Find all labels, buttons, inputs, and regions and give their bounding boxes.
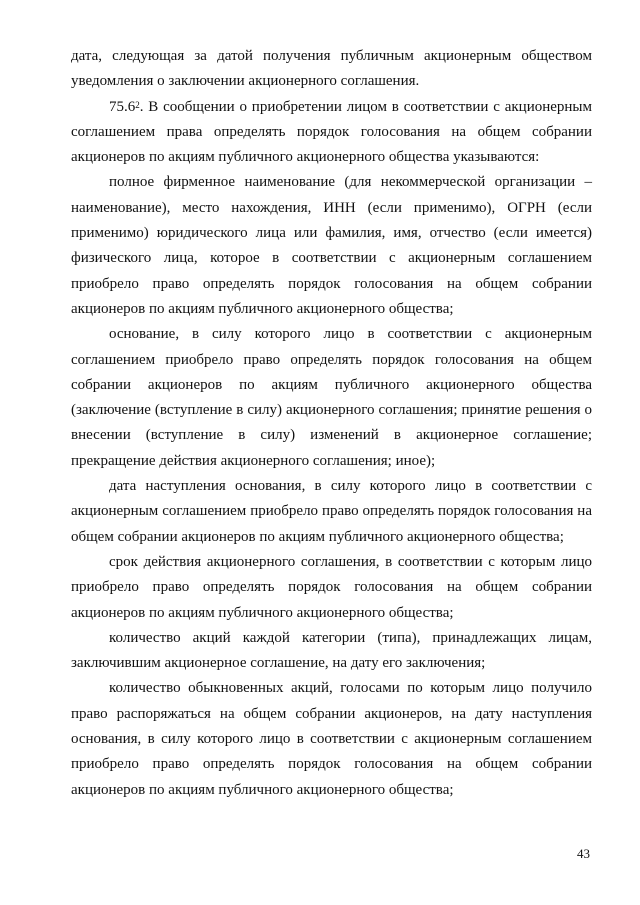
list-item: срок действия акционерного соглашения, в соответствии с которым лицо приобрело право определять порядок голосования на общем собрании акционеров по акциям публичного акционерного общества; xyxy=(71,553,592,621)
clause-number: 75.6 xyxy=(109,98,136,115)
list-item: основание, в силу которого лицо в соответствии с акционерным соглашением приобрело право определять порядок голосования на общем собрании акционеров по акциям публичного акционерного общества (заключение (вступление в силу) акционерного соглашения; принятие решения о внесении (вступление в силу) изменений в акционерное соглашение; прекращение действия акционерного соглашения; иное); xyxy=(71,326,592,469)
list-item: полное фирменное наименование (для некоммерческой организации – наименование), место нахождения, ИНН (если применимо), ОГРН (если применимо) юридического лица или фамилия, имя, отчество (если имеется) физического лица, которое в соответствии с акционерным соглашением приобрело право определять порядок голосования на общем собрании акционеров по акциям публичного акционерного общества; xyxy=(71,174,592,317)
list-item: количество обыкновенных акций, голосами по которым лицо получило право распоряжаться на общем собрании акционеров, на дату наступления основания, в силу которого лицо в соответствии с акционерным соглашением приобрело право определять порядок голосования на общем собрании акционеров по акциям публичного акционерного общества; xyxy=(71,680,592,798)
list-item: дата наступления основания, в силу которого лицо в соответствии с акционерным соглашением приобрело право определять порядок голосования на общем собрании акционеров по акциям публичного акционерного общества; xyxy=(71,478,592,545)
clause-intro: . В сообщении о приобретении лицом в соответствии с акционерным соглашением права определять порядок голосования на общем собрании акционеров по акциям публичного акционерного общества указываются: xyxy=(71,98,592,166)
list-item: количество акций каждой категории (типа), принадлежащих лицам, заключившим акционерное соглашение, на дату его заключения; xyxy=(71,629,592,672)
continuation-paragraph: дата, следующая за датой получения публичным акционерным обществом уведомления о заключении акционерного соглашения. xyxy=(71,48,592,90)
clause-superscript: 2 xyxy=(135,99,140,110)
clause-paragraph xyxy=(71,95,592,171)
page-number: 43 xyxy=(577,846,590,861)
